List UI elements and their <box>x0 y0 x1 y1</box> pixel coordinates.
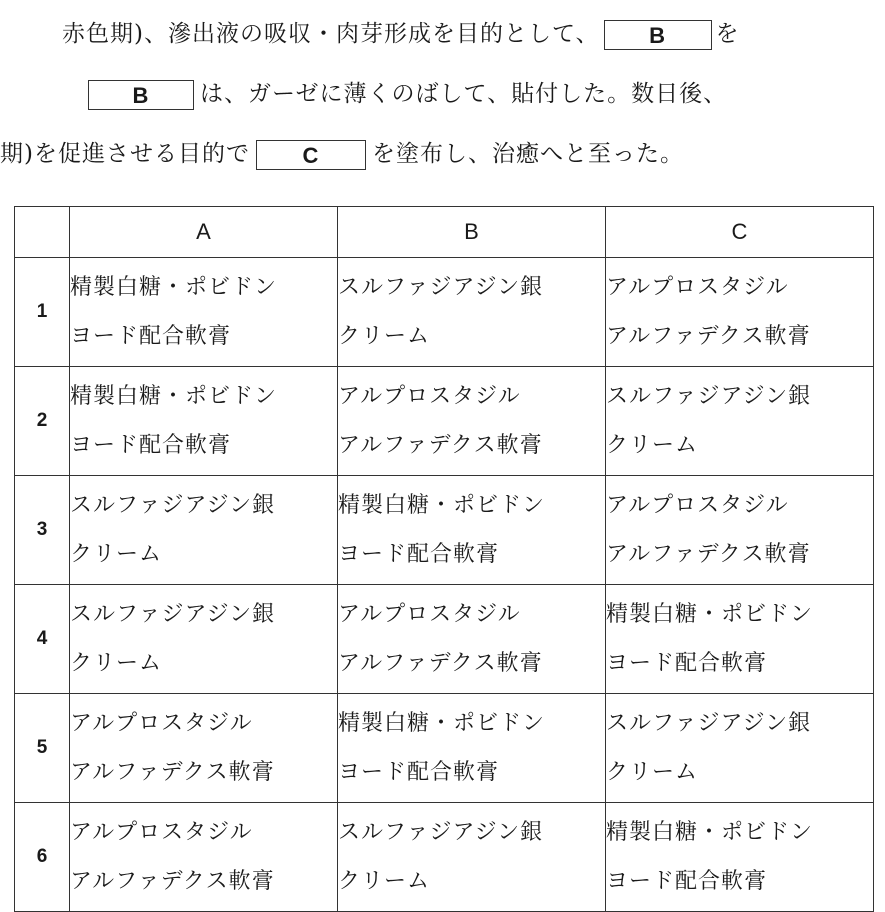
cell-line: アルファデクス軟膏 <box>338 651 543 676</box>
table-row <box>15 476 874 585</box>
table-row <box>15 258 874 367</box>
cell-line: ヨード配合軟膏 <box>338 542 500 567</box>
choice-number: 4 <box>15 585 70 694</box>
cell-line: アルファデクス軟膏 <box>606 542 811 567</box>
cell-line: 精製白糖・ポビドン <box>70 384 278 409</box>
cell-a <box>70 367 338 476</box>
cell-line: アルファデクス軟膏 <box>338 433 543 458</box>
cell-line: アルプロスタジル <box>606 275 789 300</box>
cell-line: 精製白糖・ポビドン <box>606 820 814 845</box>
cell-line: スルファジアジン銀 <box>338 820 544 845</box>
header-cell-blank <box>15 207 70 258</box>
cell-line: アルプロスタジル <box>70 820 253 845</box>
passage-line-3 <box>0 138 684 170</box>
cell-line: ヨード配合軟膏 <box>338 760 500 785</box>
cell-b <box>338 367 606 476</box>
cell-a <box>70 803 338 912</box>
cell-line: スルファジアジン銀 <box>606 711 812 736</box>
choice-number: 3 <box>15 476 70 585</box>
header-cell-c: C <box>606 207 874 258</box>
cell-line: クリーム <box>338 869 431 894</box>
table-row <box>15 367 874 476</box>
passage-text: を <box>715 21 740 47</box>
cell-line: アルプロスタジル <box>606 493 789 518</box>
cell-line: クリーム <box>70 651 163 676</box>
cell-b <box>338 694 606 803</box>
passage-line-2 <box>88 78 727 110</box>
cell-line: クリーム <box>338 324 431 349</box>
cell-a <box>70 694 338 803</box>
cell-line: 精製白糖・ポビドン <box>338 493 546 518</box>
cell-line: スルファジアジン銀 <box>338 275 544 300</box>
cell-line: ヨード配合軟膏 <box>606 651 768 676</box>
cell-line: アルファデクス軟膏 <box>70 869 275 894</box>
cell-line: スルファジアジン銀 <box>70 602 276 627</box>
header-cell-b: B <box>338 207 606 258</box>
cell-line: アルファデクス軟膏 <box>70 760 275 785</box>
cell-line: アルプロスタジル <box>70 711 253 736</box>
choice-number: 6 <box>15 803 70 912</box>
cell-b <box>338 476 606 585</box>
cell-a <box>70 258 338 367</box>
cell-line: ヨード配合軟膏 <box>70 433 232 458</box>
cell-b <box>338 258 606 367</box>
cell-a <box>70 476 338 585</box>
cell-line: ヨード配合軟膏 <box>70 324 232 349</box>
cell-b <box>338 585 606 694</box>
cell-line: スルファジアジン銀 <box>70 493 276 518</box>
table-row <box>15 694 874 803</box>
cell-c <box>606 258 874 367</box>
blank-box-b: B <box>88 80 194 110</box>
choice-number: 2 <box>15 367 70 476</box>
cell-a <box>70 585 338 694</box>
passage-line-1 <box>62 18 740 50</box>
cell-c <box>606 803 874 912</box>
cell-line: 精製白糖・ポビドン <box>606 602 814 627</box>
cell-line: クリーム <box>606 760 699 785</box>
cell-line: クリーム <box>606 433 699 458</box>
passage-text: を塗布し、治癒へと至った。 <box>371 141 684 167</box>
cell-line: クリーム <box>70 542 163 567</box>
cell-c <box>606 585 874 694</box>
cell-line: ヨード配合軟膏 <box>606 869 768 894</box>
passage-text: は、ガーゼに薄くのばして、貼付した。数日後、 <box>200 81 728 107</box>
choice-number: 1 <box>15 258 70 367</box>
cell-line: 精製白糖・ポビドン <box>70 275 278 300</box>
passage-text: 期)を促進させる目的で <box>0 141 250 167</box>
table-header-row <box>15 207 874 258</box>
choice-number: 5 <box>15 694 70 803</box>
cell-c <box>606 694 874 803</box>
table-row <box>15 803 874 912</box>
blank-box-c: C <box>256 140 366 170</box>
answer-choices-table <box>14 206 874 912</box>
table-row <box>15 585 874 694</box>
header-cell-a: A <box>70 207 338 258</box>
cell-line: アルプロスタジル <box>338 602 521 627</box>
cell-c <box>606 476 874 585</box>
passage-text: 赤色期)、滲出液の吸収・肉芽形成を目的として、 <box>62 21 600 47</box>
cell-line: 精製白糖・ポビドン <box>338 711 546 736</box>
cell-line: アルファデクス軟膏 <box>606 324 811 349</box>
blank-box-b: B <box>604 20 712 50</box>
cell-line: スルファジアジン銀 <box>606 384 812 409</box>
cell-c <box>606 367 874 476</box>
cell-b <box>338 803 606 912</box>
cell-line: アルプロスタジル <box>338 384 521 409</box>
